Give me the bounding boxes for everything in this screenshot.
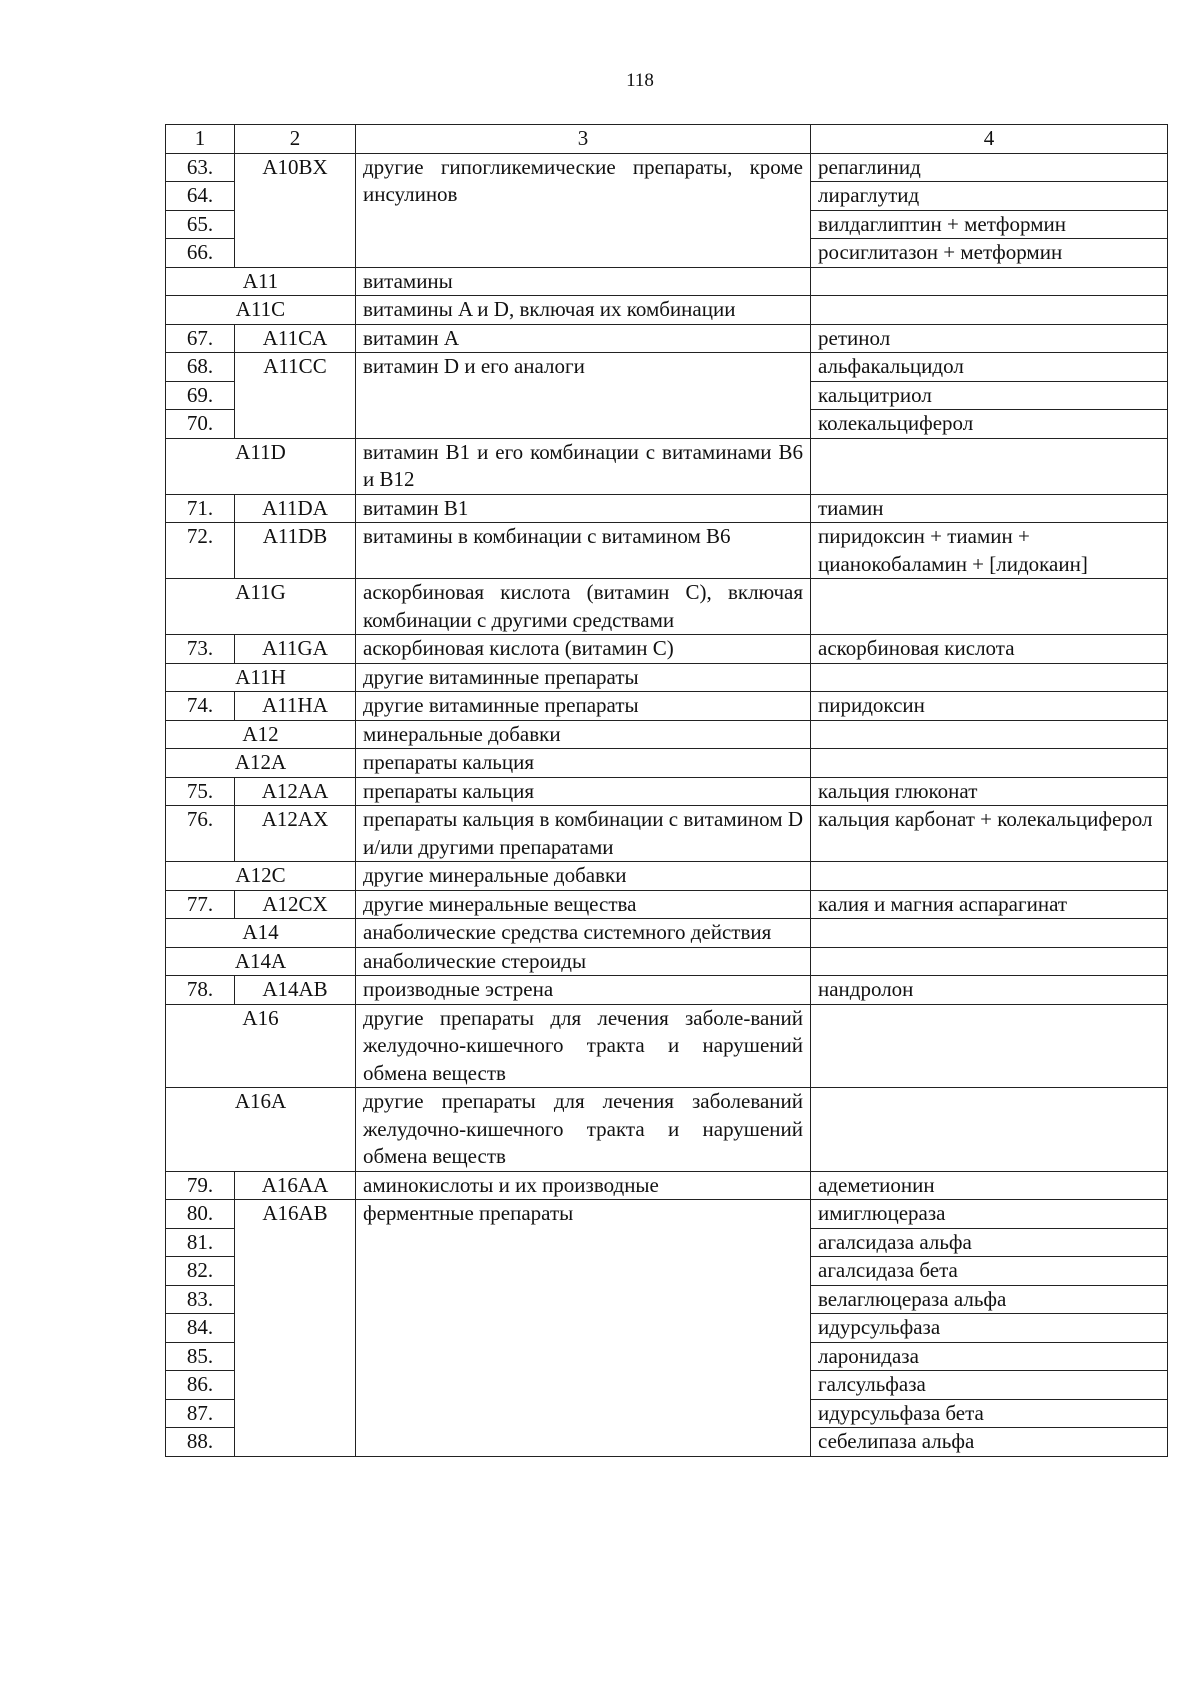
- atc-description: другие минеральные вещества: [356, 890, 811, 919]
- row-number: 68.: [166, 353, 235, 382]
- group-code: A12A: [166, 749, 356, 778]
- empty-drug-cell: [811, 919, 1168, 948]
- row-number: 78.: [166, 976, 235, 1005]
- empty-drug-cell: [811, 947, 1168, 976]
- group-description: препараты кальция: [356, 749, 811, 778]
- drug-name: велаглюцераза альфа: [811, 1285, 1168, 1314]
- drug-name: пиридоксин: [811, 692, 1168, 721]
- group-row: [166, 663, 1168, 692]
- drug-name: тиамин: [811, 494, 1168, 523]
- table-header-row: [166, 125, 1168, 154]
- row-number: 65.: [166, 210, 235, 239]
- empty-drug-cell: [811, 720, 1168, 749]
- table-row: [166, 890, 1168, 919]
- atc-code: A11CC: [235, 353, 356, 439]
- row-number: 80.: [166, 1200, 235, 1229]
- group-row: [166, 947, 1168, 976]
- group-description: аскорбиновая кислота (витамин C), включая комбинации с другими средствами: [356, 579, 811, 635]
- group-description: минеральные добавки: [356, 720, 811, 749]
- row-number: 86.: [166, 1371, 235, 1400]
- row-number: 69.: [166, 381, 235, 410]
- empty-drug-cell: [811, 749, 1168, 778]
- table-row: [166, 153, 1168, 182]
- table-row: [166, 806, 1168, 862]
- table-row: [166, 494, 1168, 523]
- group-row: [166, 579, 1168, 635]
- group-row: [166, 296, 1168, 325]
- row-number: 75.: [166, 777, 235, 806]
- header-col-2: 2: [235, 125, 356, 154]
- row-number: 76.: [166, 806, 235, 862]
- drug-name: аскорбиновая кислота: [811, 635, 1168, 664]
- drug-name: нандролон: [811, 976, 1168, 1005]
- group-description: другие препараты для лечения заболе-ваний желудочно-кишечного тракта и нарушений обмена веществ: [356, 1004, 811, 1088]
- atc-description: витамин D и его аналоги: [356, 353, 811, 439]
- atc-code: A12AX: [235, 806, 356, 862]
- row-number: 79.: [166, 1171, 235, 1200]
- row-number: 63.: [166, 153, 235, 182]
- page-number: 118: [626, 70, 654, 91]
- empty-drug-cell: [811, 862, 1168, 891]
- group-code: A11G: [166, 579, 356, 635]
- row-number: 74.: [166, 692, 235, 721]
- atc-description: препараты кальция в комбинации с витамином D и/или другими препаратами: [356, 806, 811, 862]
- drug-name: ларонидаза: [811, 1342, 1168, 1371]
- atc-code: A10BX: [235, 153, 356, 267]
- atc-description: витамины в комбинации с витамином B6: [356, 523, 811, 579]
- atc-description: ферментные препараты: [356, 1200, 811, 1457]
- drug-name: имиглюцераза: [811, 1200, 1168, 1229]
- drug-name: кальция глюконат: [811, 777, 1168, 806]
- group-description: другие минеральные добавки: [356, 862, 811, 891]
- empty-drug-cell: [811, 579, 1168, 635]
- empty-drug-cell: [811, 1004, 1168, 1088]
- row-number: 66.: [166, 239, 235, 268]
- row-number: 85.: [166, 1342, 235, 1371]
- table-row: [166, 777, 1168, 806]
- empty-drug-cell: [811, 1088, 1168, 1172]
- drug-name: галсульфаза: [811, 1371, 1168, 1400]
- empty-drug-cell: [811, 663, 1168, 692]
- atc-code: A16AA: [235, 1171, 356, 1200]
- group-row: [166, 267, 1168, 296]
- row-number: 70.: [166, 410, 235, 439]
- drug-name: агалсидаза альфа: [811, 1228, 1168, 1257]
- group-code: A12C: [166, 862, 356, 891]
- group-description: анаболические стероиды: [356, 947, 811, 976]
- table-row: [166, 324, 1168, 353]
- group-description: витамин B1 и его комбинации с витаминами B6 и B12: [356, 438, 811, 494]
- group-description: витамины A и D, включая их комбинации: [356, 296, 811, 325]
- group-description: другие витаминные препараты: [356, 663, 811, 692]
- header-col-1: 1: [166, 125, 235, 154]
- atc-code: A11CA: [235, 324, 356, 353]
- empty-drug-cell: [811, 296, 1168, 325]
- table-row: [166, 1200, 1168, 1229]
- drug-name: агалсидаза бета: [811, 1257, 1168, 1286]
- group-code: A11H: [166, 663, 356, 692]
- drug-name: пиридоксин + тиамин + цианокобаламин + [лидокаин]: [811, 523, 1168, 579]
- group-code: A14A: [166, 947, 356, 976]
- atc-code: A11DA: [235, 494, 356, 523]
- table-row: [166, 635, 1168, 664]
- atc-code: A11HA: [235, 692, 356, 721]
- group-code: A11D: [166, 438, 356, 494]
- table-row: [166, 1171, 1168, 1200]
- atc-description: витамин B1: [356, 494, 811, 523]
- atc-code: A14AB: [235, 976, 356, 1005]
- table-row: [166, 976, 1168, 1005]
- drug-name: идурсульфаза: [811, 1314, 1168, 1343]
- row-number: 87.: [166, 1399, 235, 1428]
- atc-code: A12AA: [235, 777, 356, 806]
- drug-name: идурсульфаза бета: [811, 1399, 1168, 1428]
- table-row: [166, 353, 1168, 382]
- drug-name: себелипаза альфа: [811, 1428, 1168, 1457]
- row-number: 73.: [166, 635, 235, 664]
- group-row: [166, 862, 1168, 891]
- group-code: A11: [166, 267, 356, 296]
- row-number: 67.: [166, 324, 235, 353]
- atc-description: препараты кальция: [356, 777, 811, 806]
- atc-description: другие витаминные препараты: [356, 692, 811, 721]
- row-number: 77.: [166, 890, 235, 919]
- table-row: [166, 523, 1168, 579]
- atc-code: A11GA: [235, 635, 356, 664]
- row-number: 71.: [166, 494, 235, 523]
- group-row: [166, 438, 1168, 494]
- drug-name: кальция карбонат + колекальциферол: [811, 806, 1168, 862]
- row-number: 81.: [166, 1228, 235, 1257]
- atc-description: производные эстрена: [356, 976, 811, 1005]
- row-number: 82.: [166, 1257, 235, 1286]
- atc-description: витамин A: [356, 324, 811, 353]
- atc-description: аминокислоты и их производные: [356, 1171, 811, 1200]
- group-description: анаболические средства системного действия: [356, 919, 811, 948]
- group-row: [166, 1004, 1168, 1088]
- drug-name: росиглитазон + метформин: [811, 239, 1168, 268]
- drug-classification-table: [165, 124, 1168, 1457]
- group-code: A12: [166, 720, 356, 749]
- header-col-4: 4: [811, 125, 1168, 154]
- drug-name: кальцитриол: [811, 381, 1168, 410]
- drug-name: вилдаглиптин + метформин: [811, 210, 1168, 239]
- table-row: [166, 692, 1168, 721]
- atc-description: аскорбиновая кислота (витамин C): [356, 635, 811, 664]
- drug-name: репаглинид: [811, 153, 1168, 182]
- atc-code: A16AB: [235, 1200, 356, 1457]
- group-code: A14: [166, 919, 356, 948]
- drug-name: ретинол: [811, 324, 1168, 353]
- drug-name: лираглутид: [811, 182, 1168, 211]
- group-code: A16: [166, 1004, 356, 1088]
- atc-code: A12CX: [235, 890, 356, 919]
- atc-description: другие гипогликемические препараты, кроме инсулинов: [356, 153, 811, 267]
- group-code: A11C: [166, 296, 356, 325]
- row-number: 64.: [166, 182, 235, 211]
- row-number: 84.: [166, 1314, 235, 1343]
- group-description: витамины: [356, 267, 811, 296]
- empty-drug-cell: [811, 438, 1168, 494]
- empty-drug-cell: [811, 267, 1168, 296]
- drug-name: альфакальцидол: [811, 353, 1168, 382]
- row-number: 83.: [166, 1285, 235, 1314]
- atc-code: A11DB: [235, 523, 356, 579]
- drug-name: колекальциферол: [811, 410, 1168, 439]
- group-row: [166, 919, 1168, 948]
- group-row: [166, 1088, 1168, 1172]
- drug-name: адеметионин: [811, 1171, 1168, 1200]
- drug-name: калия и магния аспарагинат: [811, 890, 1168, 919]
- row-number: 72.: [166, 523, 235, 579]
- group-row: [166, 749, 1168, 778]
- row-number: 88.: [166, 1428, 235, 1457]
- group-code: A16A: [166, 1088, 356, 1172]
- group-description: другие препараты для лечения заболеваний желудочно-кишечного тракта и нарушений обмена веществ: [356, 1088, 811, 1172]
- header-col-3: 3: [356, 125, 811, 154]
- group-row: [166, 720, 1168, 749]
